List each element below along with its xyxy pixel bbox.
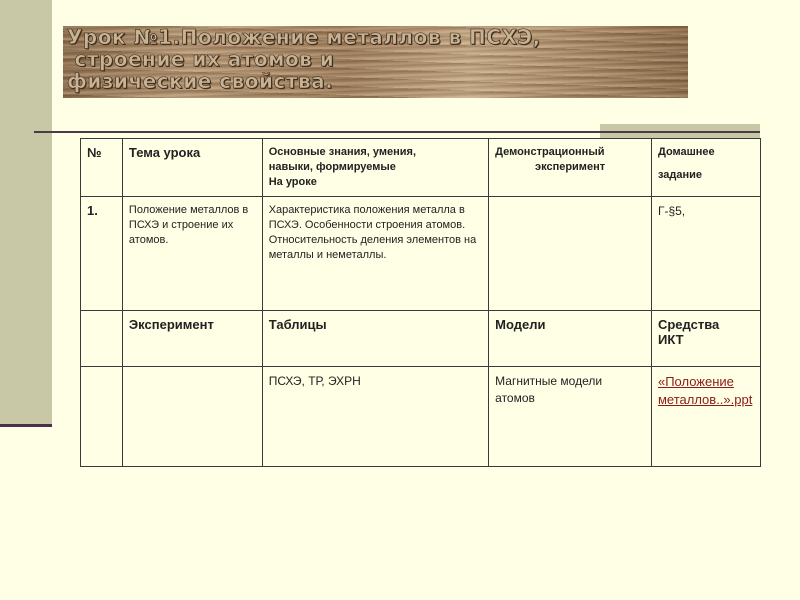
row1-topic: Положение металлов в ПСХЭ и строение их атомов.	[122, 197, 262, 311]
corner-divider-line	[600, 131, 760, 133]
table-row	[81, 197, 761, 311]
header-knowledge: Основные знания, умения, навыки, формируемые На уроке	[262, 139, 488, 197]
row3-models: Магнитные модели атомов	[489, 367, 652, 467]
title-banner	[63, 26, 688, 98]
row2-tables: Таблицы	[262, 311, 488, 367]
row1-num: 1.	[81, 197, 123, 311]
left-accent-line	[0, 424, 52, 427]
title-line-3: физические свойства.	[67, 69, 334, 93]
row2-experiment: Эксперимент	[122, 311, 262, 367]
title-line-2: строение их атомов и	[67, 47, 335, 71]
ict-presentation-link[interactable]: «Положение металлов..».ppt	[657, 374, 753, 407]
slide-title	[67, 26, 541, 92]
row3-empty-2	[122, 367, 262, 467]
lesson-plan-table	[80, 138, 761, 467]
title-line-1: Урок №1.Положение металлов в ПСХЭ,	[67, 25, 541, 49]
row3-ict	[651, 367, 760, 467]
header-num: №	[81, 139, 123, 197]
row2-empty	[81, 311, 123, 367]
row3-tables: ПСХЭ, ТР, ЭХРН	[262, 367, 488, 467]
left-accent-bar	[0, 0, 52, 425]
header-topic: Тема урока	[122, 139, 262, 197]
row1-demo	[489, 197, 652, 311]
header-homework: Домашнее задание	[651, 139, 760, 197]
row2-models: Модели	[489, 311, 652, 367]
row2-ict: Средства ИКТ	[651, 311, 760, 367]
row3-empty	[81, 367, 123, 467]
divider-line	[34, 131, 600, 133]
table-row	[81, 367, 761, 467]
table-row	[81, 311, 761, 367]
header-demo: Демонстрационный эксперимент	[489, 139, 652, 197]
row1-knowledge: Характеристика положения металла в ПСХЭ. Особенности строения атомов. Относительность деления элементов на металлы и неметаллы.	[262, 197, 488, 311]
row1-homework: Г-§5,	[651, 197, 760, 311]
table-header-row	[81, 139, 761, 197]
